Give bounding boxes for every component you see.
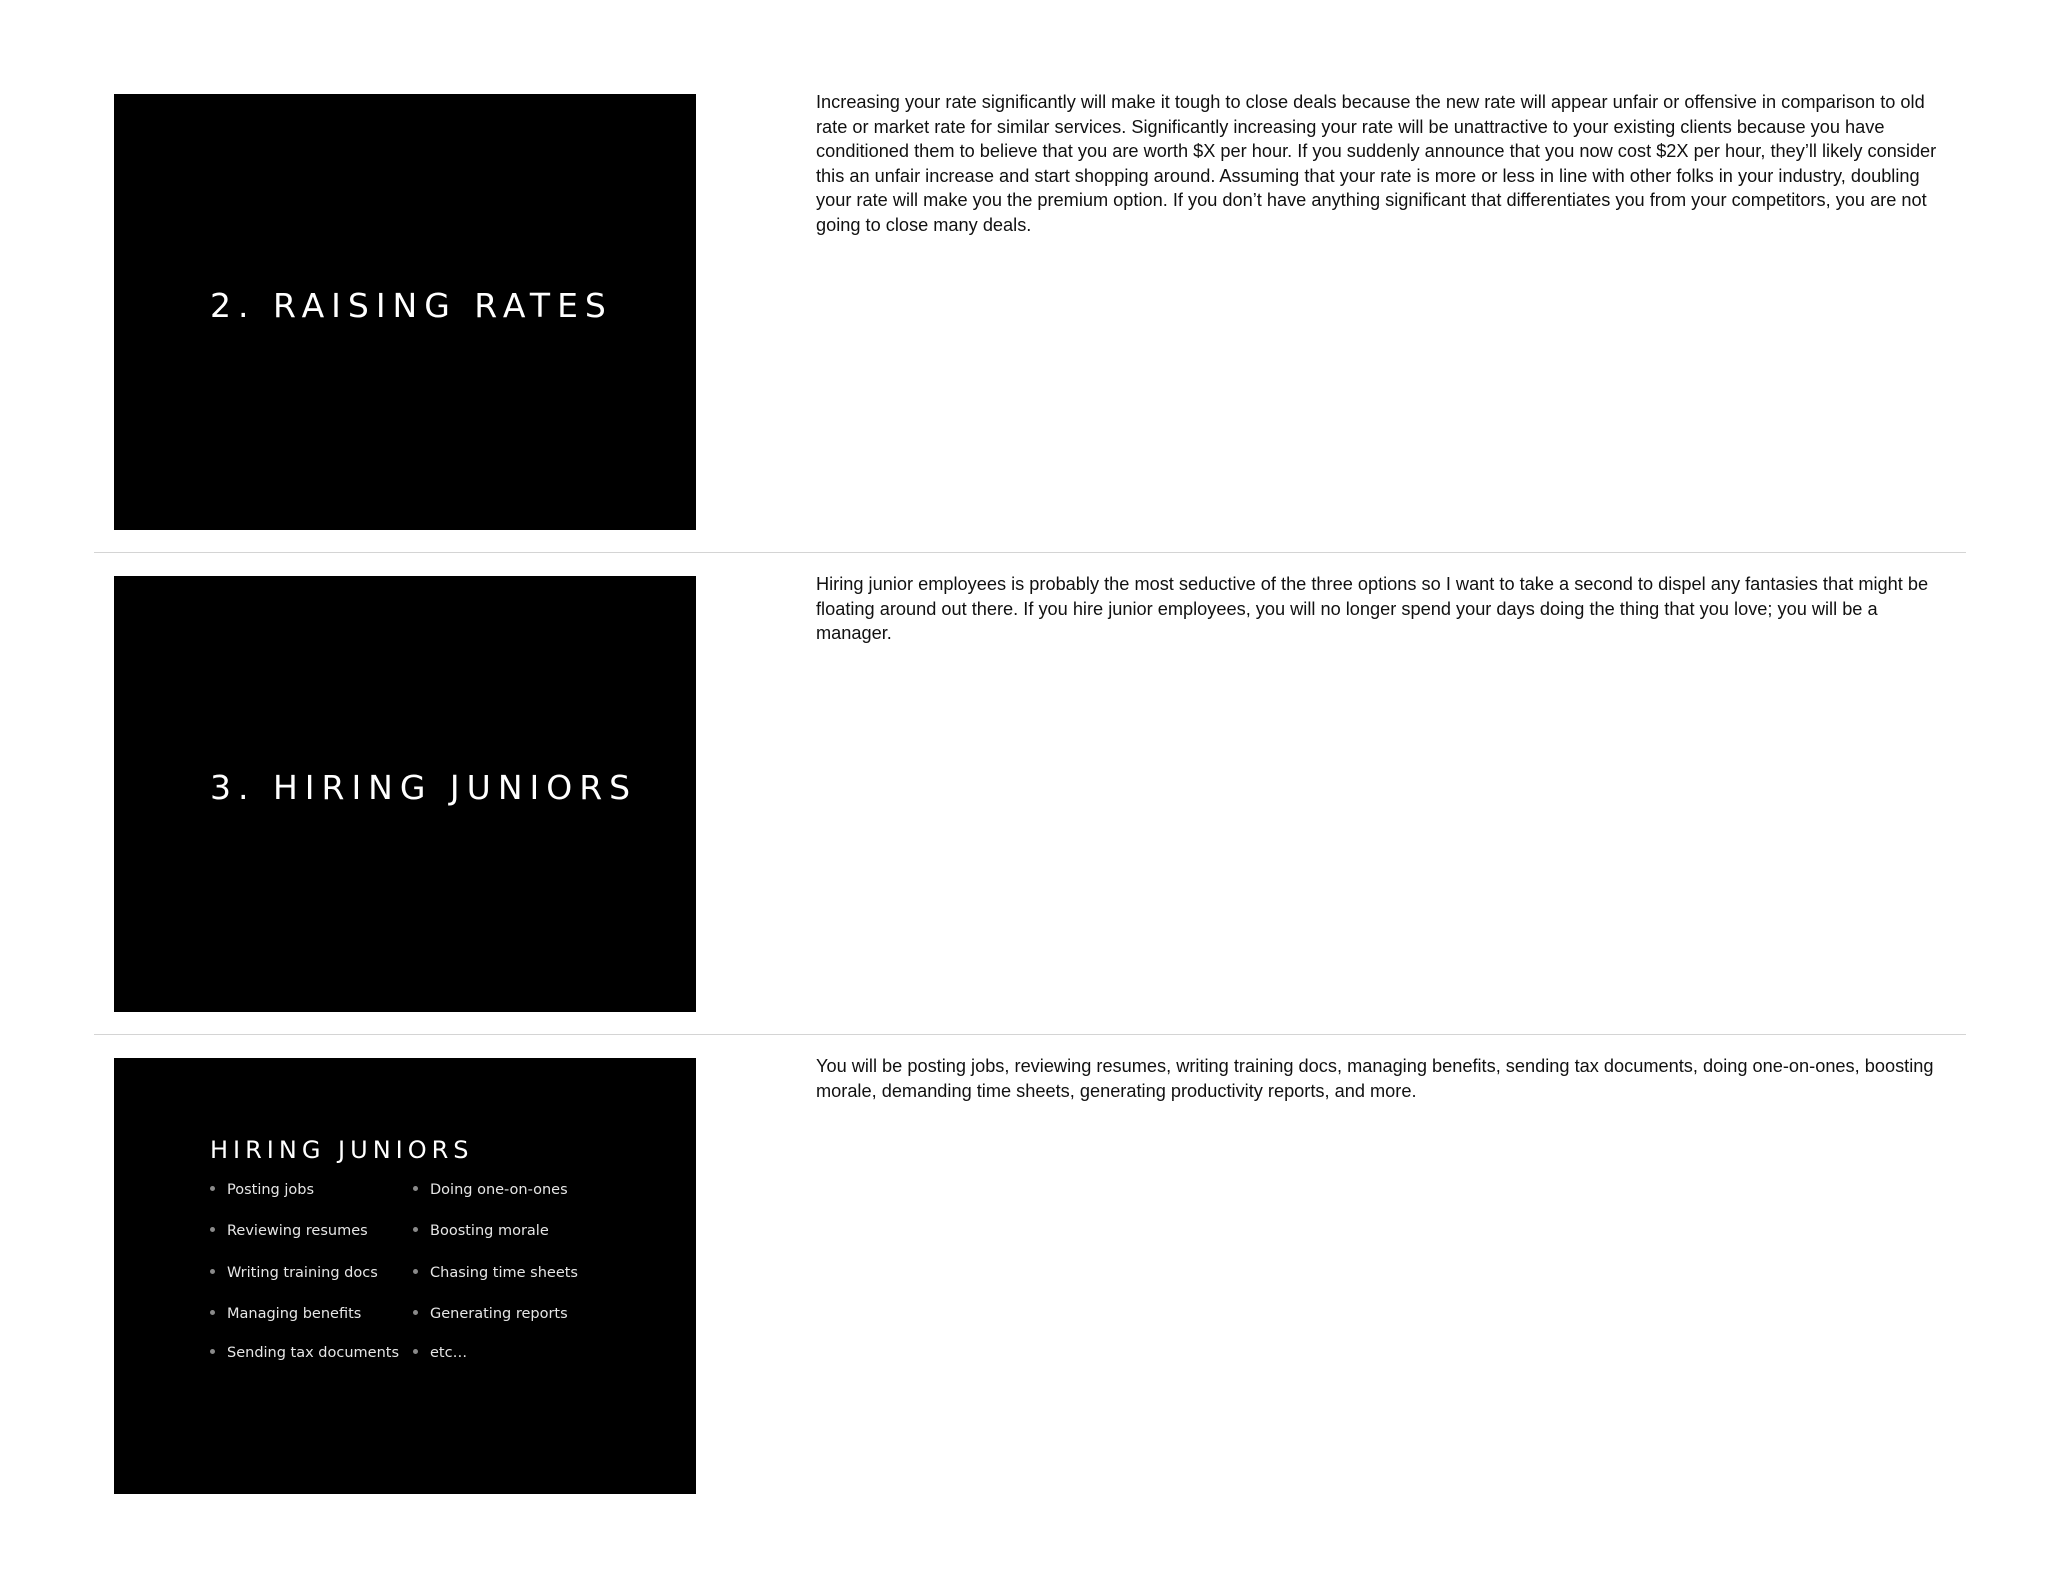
bullet-item: Chasing time sheets — [413, 1265, 578, 1281]
speaker-notes: Increasing your rate significantly will make it tough to close deals because the new rate will appear unfair or offensive in comparison to old rate or market rate for similar services. Significantly increasing your rate will be unattractive to your existing clients because you have conditioned them to believe that you are worth $X per hour. If you suddenly announce that you now cost $2X per hour, they’ll likely consider this an unfair increase and start shopping around. Assuming that your rate is more or less in line with other folks in your industry, doubling your rate will make you the premium option. If you don’t have anything significant that differentiates you from your competitors, you are not going to close many deals. — [816, 92, 1937, 235]
bullet-dot-icon — [210, 1349, 215, 1354]
bullet-dot-icon — [413, 1269, 418, 1274]
slide-title: 3. HIRING JUNIORS — [210, 768, 638, 807]
speaker-notes: You will be posting jobs, reviewing resumes, writing training docs, managing benefits, sending tax documents, doing one-on-ones, boosting morale, demanding time sheets, generating productivity reports, and more. — [816, 1056, 1934, 1101]
bullet-dot-icon — [210, 1269, 215, 1274]
bullet-dot-icon — [413, 1310, 418, 1315]
bullet-item: Sending tax documents — [210, 1345, 399, 1361]
bullet-item: Posting jobs — [210, 1182, 314, 1198]
speaker-notes: Hiring junior employees is probably the most seductive of the three options so I want to take a second to dispel any fantasies that might be floating around out there. If you hire junior employees, you will no longer spend your days doing the thing that you love; you will be a manager. — [816, 574, 1929, 643]
bullet-dot-icon — [413, 1186, 418, 1191]
bullet-item: etc… — [413, 1345, 467, 1361]
bullet-dot-icon — [413, 1227, 418, 1232]
slide-row-3 — [0, 964, 2048, 1446]
slide-row-1 — [0, 0, 2048, 482]
bullet-dot-icon — [413, 1349, 418, 1354]
slide-thumbnail-hiring-juniors-list — [114, 1058, 696, 1494]
bullet-item: Doing one-on-ones — [413, 1182, 568, 1198]
slide-title: HIRING JUNIORS — [210, 1136, 474, 1164]
bullet-item: Reviewing resumes — [210, 1223, 368, 1239]
bullet-item: Writing training docs — [210, 1265, 378, 1281]
bullet-dot-icon — [210, 1310, 215, 1315]
slide-row-2 — [0, 482, 2048, 964]
slide-thumbnail-hiring-juniors — [114, 576, 696, 1012]
bullet-item: Boosting morale — [413, 1223, 549, 1239]
bullet-dot-icon — [210, 1227, 215, 1232]
slide-thumbnail-raising-rates — [114, 94, 696, 530]
slide-title: 2. RAISING RATES — [210, 286, 613, 325]
bullet-dot-icon — [210, 1186, 215, 1191]
bullet-item: Managing benefits — [210, 1306, 361, 1322]
bullet-item: Generating reports — [413, 1306, 568, 1322]
